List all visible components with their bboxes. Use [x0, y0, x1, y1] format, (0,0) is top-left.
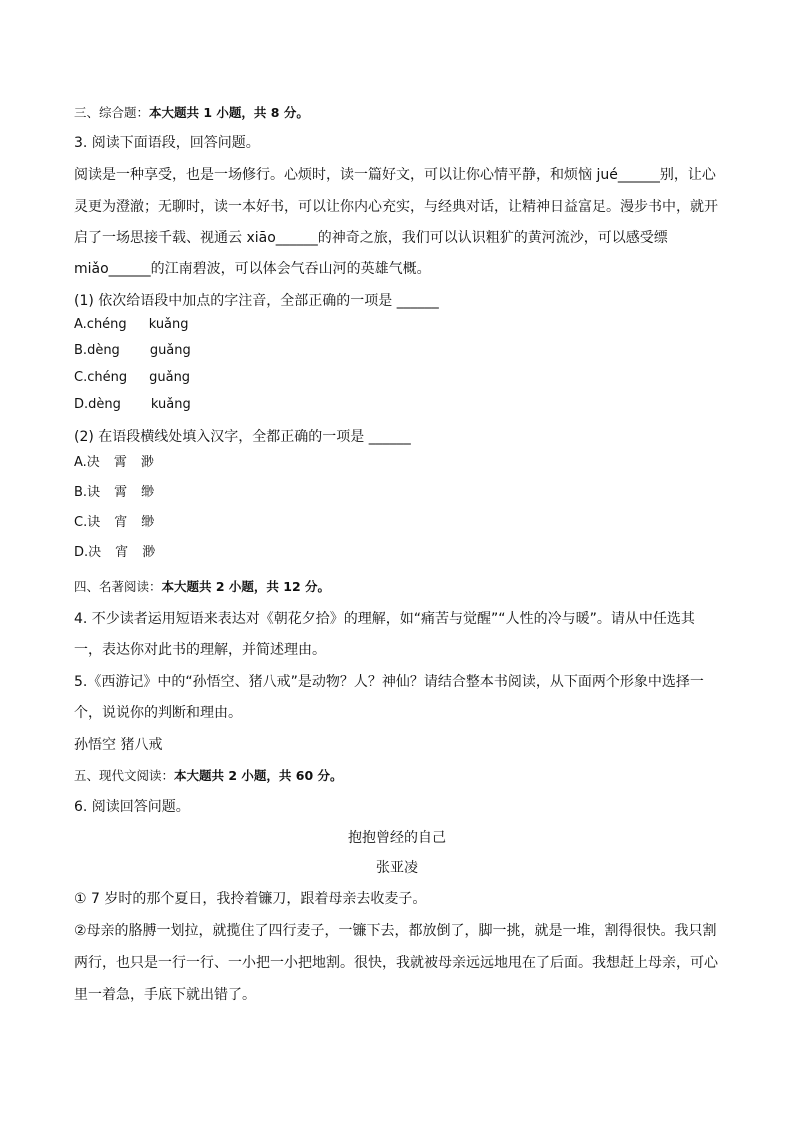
option-value: 霄 [114, 485, 128, 500]
section-4-prefix: 四、名著阅读： [74, 579, 162, 594]
q3-stem: 3. 阅读下面语段，回答问题。 [74, 135, 260, 151]
option-value: 宵 [114, 515, 128, 530]
section-3-info: 本大题共 1 小题，共 8 分。 [149, 105, 309, 120]
q4-line-1: 4. 不少读者运用短语来表达对《朝花夕拾》的理解，如“痛苦与觉醒”“人性的冷与暖”。请从中任选其 [74, 611, 695, 627]
option-value: chéng [86, 317, 127, 332]
option-letter: C. [74, 370, 88, 385]
q3-sub2-option-a[interactable] [74, 453, 154, 473]
option-value: dèng [88, 397, 121, 412]
option-value: 宵 [115, 545, 129, 560]
q3-sub1: (1) 依次给语段中加点的字注音，全部正确的一项是 ______ [74, 293, 439, 309]
option-letter: D. [74, 545, 89, 560]
q3-sub2-option-c[interactable] [74, 513, 154, 533]
article-paragraph-2-line-2: 两行，也只是一行一行、一小把一小把地割。很快，我就被母亲远远地甩在了后面。我想赶上母亲，可心 [74, 955, 718, 971]
option-value: dèng [87, 343, 120, 358]
article-title: 抱抱曾经的自己 [348, 830, 446, 846]
q3-sub1-option-b[interactable] [74, 341, 191, 361]
q6-stem: 6. 阅读回答问题。 [74, 799, 190, 815]
option-value: chéng [87, 370, 128, 385]
article-paragraph-1: ① 7 岁时的那个夏日，我拎着镰刀，跟着母亲去收麦子。 [74, 891, 427, 907]
option-value: 渺 [140, 455, 154, 470]
option-letter: A. [74, 317, 87, 332]
q3-sub1-option-a[interactable] [74, 315, 189, 335]
section-5-prefix: 五、现代文阅读： [74, 768, 175, 783]
option-letter: C. [74, 515, 88, 530]
option-value: 决 [88, 545, 102, 560]
q3-passage-line-2: 灵更为澄澈；无聊时，读一本好书，可以让你内心充实，与经典对话，让精神日益富足。漫步书中，就开 [74, 199, 718, 215]
section-4-info: 本大题共 2 小题，共 12 分。 [161, 579, 331, 594]
q5-line-1: 5.《西游记》中的“孙悟空、猪八戒”是动物？人？神仙？请结合整本书阅读，从下面两个形象中选择一 [74, 674, 704, 690]
q3-sub2: (2) 在语段横线处填入汉字，全都正确的一项是 ______ [74, 429, 411, 445]
section-5-info: 本大题共 2 小题，共 60 分。 [174, 768, 343, 783]
q4-line-2: 一，表达你对此书的理解，并简述理由。 [74, 642, 326, 658]
option-letter: A. [74, 455, 87, 470]
option-value: kuǎng [150, 397, 191, 412]
option-letter: B. [74, 343, 88, 358]
section-5-header [74, 766, 343, 786]
option-value: kuǎng [148, 317, 189, 332]
article-author: 张亚凌 [376, 860, 418, 876]
option-value: 霄 [113, 455, 127, 470]
q3-sub2-option-d[interactable] [74, 543, 155, 563]
q3-sub1-option-d[interactable] [74, 395, 191, 415]
option-value: guǎng [149, 343, 191, 358]
option-value: 诀 [87, 485, 101, 500]
q5-line-2: 个，说说你的判断和理由。 [74, 705, 242, 721]
q3-sub1-option-c[interactable] [74, 368, 190, 388]
q3-passage-line-3: 启了一场思接千载、视通云 xiāo______的神奇之旅，我们可以认识粗犷的黄河流沙，可以感受缥 [74, 230, 668, 246]
option-letter: B. [74, 485, 88, 500]
option-value: 渺 [142, 545, 156, 560]
q3-passage-line-4: miǎo______的江南碧波，可以体会气吞山河的英雄气概。 [74, 261, 431, 277]
section-3-header [74, 103, 309, 123]
article-paragraph-2-line-1: ②母亲的胳膊一划拉，就揽住了四行麦子，一镰下去，都放倒了，脚一挑，就是一堆，割得很快。我只割 [74, 923, 717, 939]
article-paragraph-2-line-3: 里一着急，手底下就出错了。 [74, 987, 256, 1003]
q3-passage-line-1: 阅读是一种享受，也是一场修行。心烦时，读一篇好文，可以让你心情平静，和烦恼 jué______别，让心 [74, 167, 716, 183]
option-letter: D. [74, 397, 89, 412]
option-value: 缈 [141, 515, 155, 530]
q5-choices: 孙悟空 猪八戒 [74, 737, 163, 753]
option-value: 诀 [87, 515, 101, 530]
option-value: guǎng [149, 370, 191, 385]
section-3-prefix: 三、综合题： [74, 105, 150, 120]
option-value: 决 [86, 455, 100, 470]
section-4-header [74, 577, 330, 597]
q3-sub2-option-b[interactable] [74, 483, 154, 503]
option-value: 缈 [141, 485, 155, 500]
